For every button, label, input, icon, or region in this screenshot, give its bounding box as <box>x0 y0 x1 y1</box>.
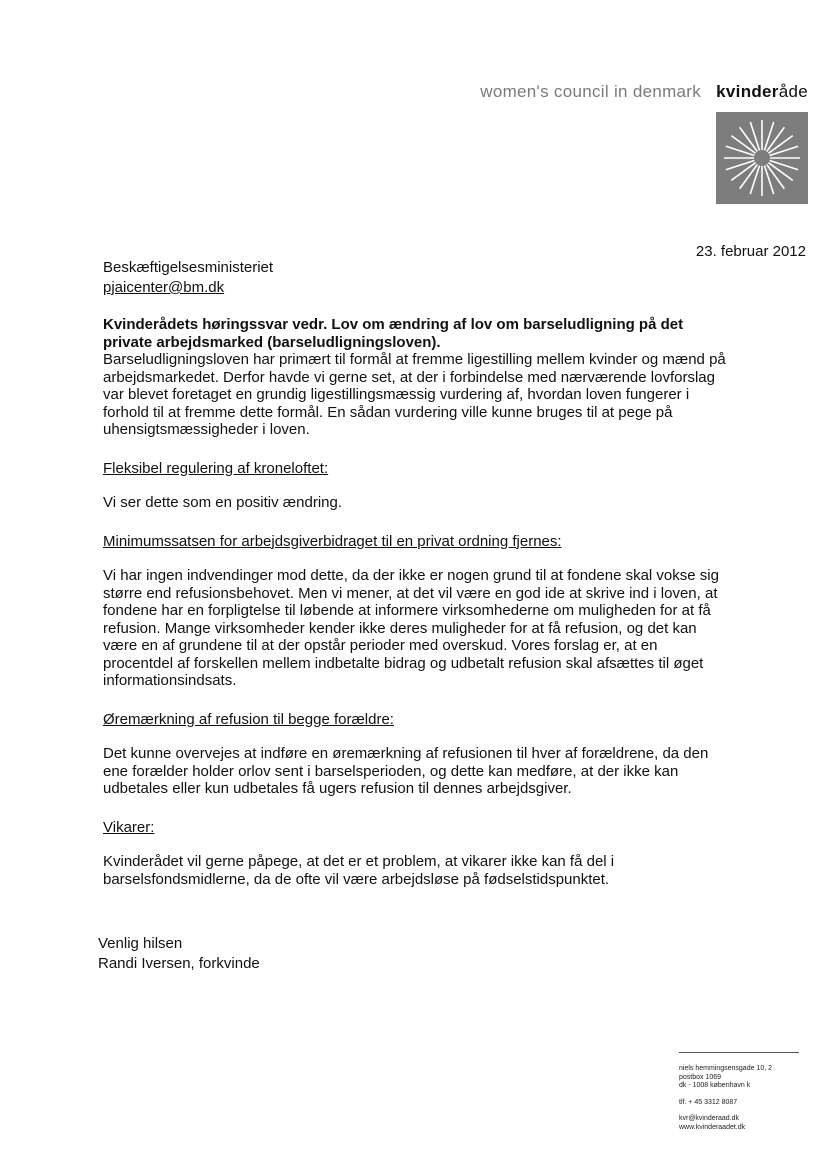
sunburst-ray <box>726 146 755 155</box>
body-line: Vi har ingen indvendinger mod dette, da der ikke er nogen grund til at fondene skal vokse sig <box>103 567 719 584</box>
footer-email: kvr@kvinderaad.dk <box>679 1115 740 1122</box>
sunburst-ray <box>726 160 755 169</box>
sunburst-ray <box>750 166 759 195</box>
recipient-email: pjaicenter@bm.dk <box>103 279 225 296</box>
closing-signature: Randi Iversen, forkvinde <box>98 955 260 972</box>
body-line: være en af grundene til at der opstår perioder med overskud. Vores forslag er, at en <box>103 637 658 654</box>
footer-divider <box>679 1052 799 1053</box>
title-line: Kvinderådets høringssvar vedr. Lov om ændring af lov om barseludligning på det <box>103 316 684 333</box>
letter-body <box>103 316 803 888</box>
body-line: forhold til at fremme dette formål. En sådan vurdering ville kunne bruges til at pege på <box>103 403 673 421</box>
footer-phone: tlf. + 45 3312 8087 <box>679 1098 738 1106</box>
closing-greeting: Venlig hilsen <box>98 935 183 952</box>
footer-address-line: dk - 1008 københavn k <box>679 1082 751 1089</box>
footer-web: www.kvinderaadet.dk <box>679 1123 746 1131</box>
letterhead <box>480 82 808 102</box>
body-line: fondene har en forpligtelse til løbende at informere virksomhederne om muligheden for at få <box>103 602 711 619</box>
letter-title <box>103 316 803 351</box>
section-paragraph <box>103 745 803 798</box>
footer-address-line: niels hemmingsensgade 10, 2 <box>679 1065 773 1072</box>
section-paragraph <box>103 567 803 690</box>
body-line: var blevet foretaget en grundig ligestillingsmæssig vurdering af, hvordan loven fungerer i <box>103 386 690 403</box>
footer-address-line: postbox 1069 <box>679 1073 722 1081</box>
letter-date: 23. februar 2012 <box>695 243 806 260</box>
sunburst-logo-icon <box>716 112 808 204</box>
footer-contact <box>679 1052 801 1132</box>
body-line: arbejdsmarkedet. Derfor havde vi gerne set, at der i forbindelse med nærværende lovforslag <box>103 368 715 386</box>
body-line: informationsindsats. <box>103 672 237 689</box>
section-paragraph <box>103 853 803 888</box>
body-line: refusion. Mange virksomheder kender ikke deres muligheder for at få refusion, og det kan <box>103 619 697 637</box>
section-heading: Fleksibel regulering af kroneloftet: <box>103 459 329 477</box>
recipient-block <box>103 258 273 298</box>
sunburst-ray <box>764 166 773 195</box>
body-line: udbetales eller kun udbetales få ugers refusion til dennes arbejdsgiver. <box>103 780 572 797</box>
sunburst-ray <box>764 122 773 151</box>
body-line: barselsfondsmidlerne, da de ofte vil være arbejdsløse på fødselstidspunktet. <box>103 870 610 888</box>
sunburst-ray <box>770 160 799 169</box>
closing-block <box>98 934 260 974</box>
section-paragraph <box>103 494 803 512</box>
section-heading: Minimumssatsen for arbejdsgiverbidraget til en privat ordning fjernes: <box>103 532 562 550</box>
section-heading: Vikarer: <box>103 818 155 836</box>
letterhead-tagline: women's council in denmark <box>480 82 702 101</box>
section-heading: Øremærkning af refusion til begge forældre: <box>103 710 394 728</box>
body-line: uhensigtsmæssigheder i loven. <box>103 421 310 438</box>
sunburst-logo-svg <box>716 112 808 204</box>
body-line: Kvinderådet vil gerne påpege, at det er et problem, at vikarer ikke kan få del i <box>103 853 615 870</box>
body-line: procentdel af forskellen mellem indbetalte bidrag og udbetalt refusion skal afsættes til øget <box>103 654 704 672</box>
body-line: ene forælder holder orlov sent i barselsperioden, og dette kan medføre, at der ikke kan <box>103 762 679 780</box>
letterhead-name-bold: kvinder <box>716 82 779 101</box>
letterhead-name-rest: åde <box>778 82 808 101</box>
sunburst-ray <box>770 146 799 155</box>
sunburst-ray <box>750 122 759 151</box>
title-line: private arbejdsmarked (barseludligningsloven). <box>103 333 441 351</box>
body-line: Vi ser dette som en positiv ændring. <box>103 494 343 511</box>
intro-paragraph <box>103 351 803 439</box>
recipient-name: Beskæftigelsesministeriet <box>103 259 274 276</box>
body-line: større end refusionsbehovet. Men vi mener, at det vil være en god ide at skrive ind i loven, at <box>103 584 718 602</box>
body-line: Det kunne overvejes at indføre en øremærkning af refusionen til hver af forældrene, da den <box>103 745 709 762</box>
body-line: Barseludligningsloven har primært til formål at fremme ligestilling mellem kvinder og mænd på <box>103 351 726 368</box>
